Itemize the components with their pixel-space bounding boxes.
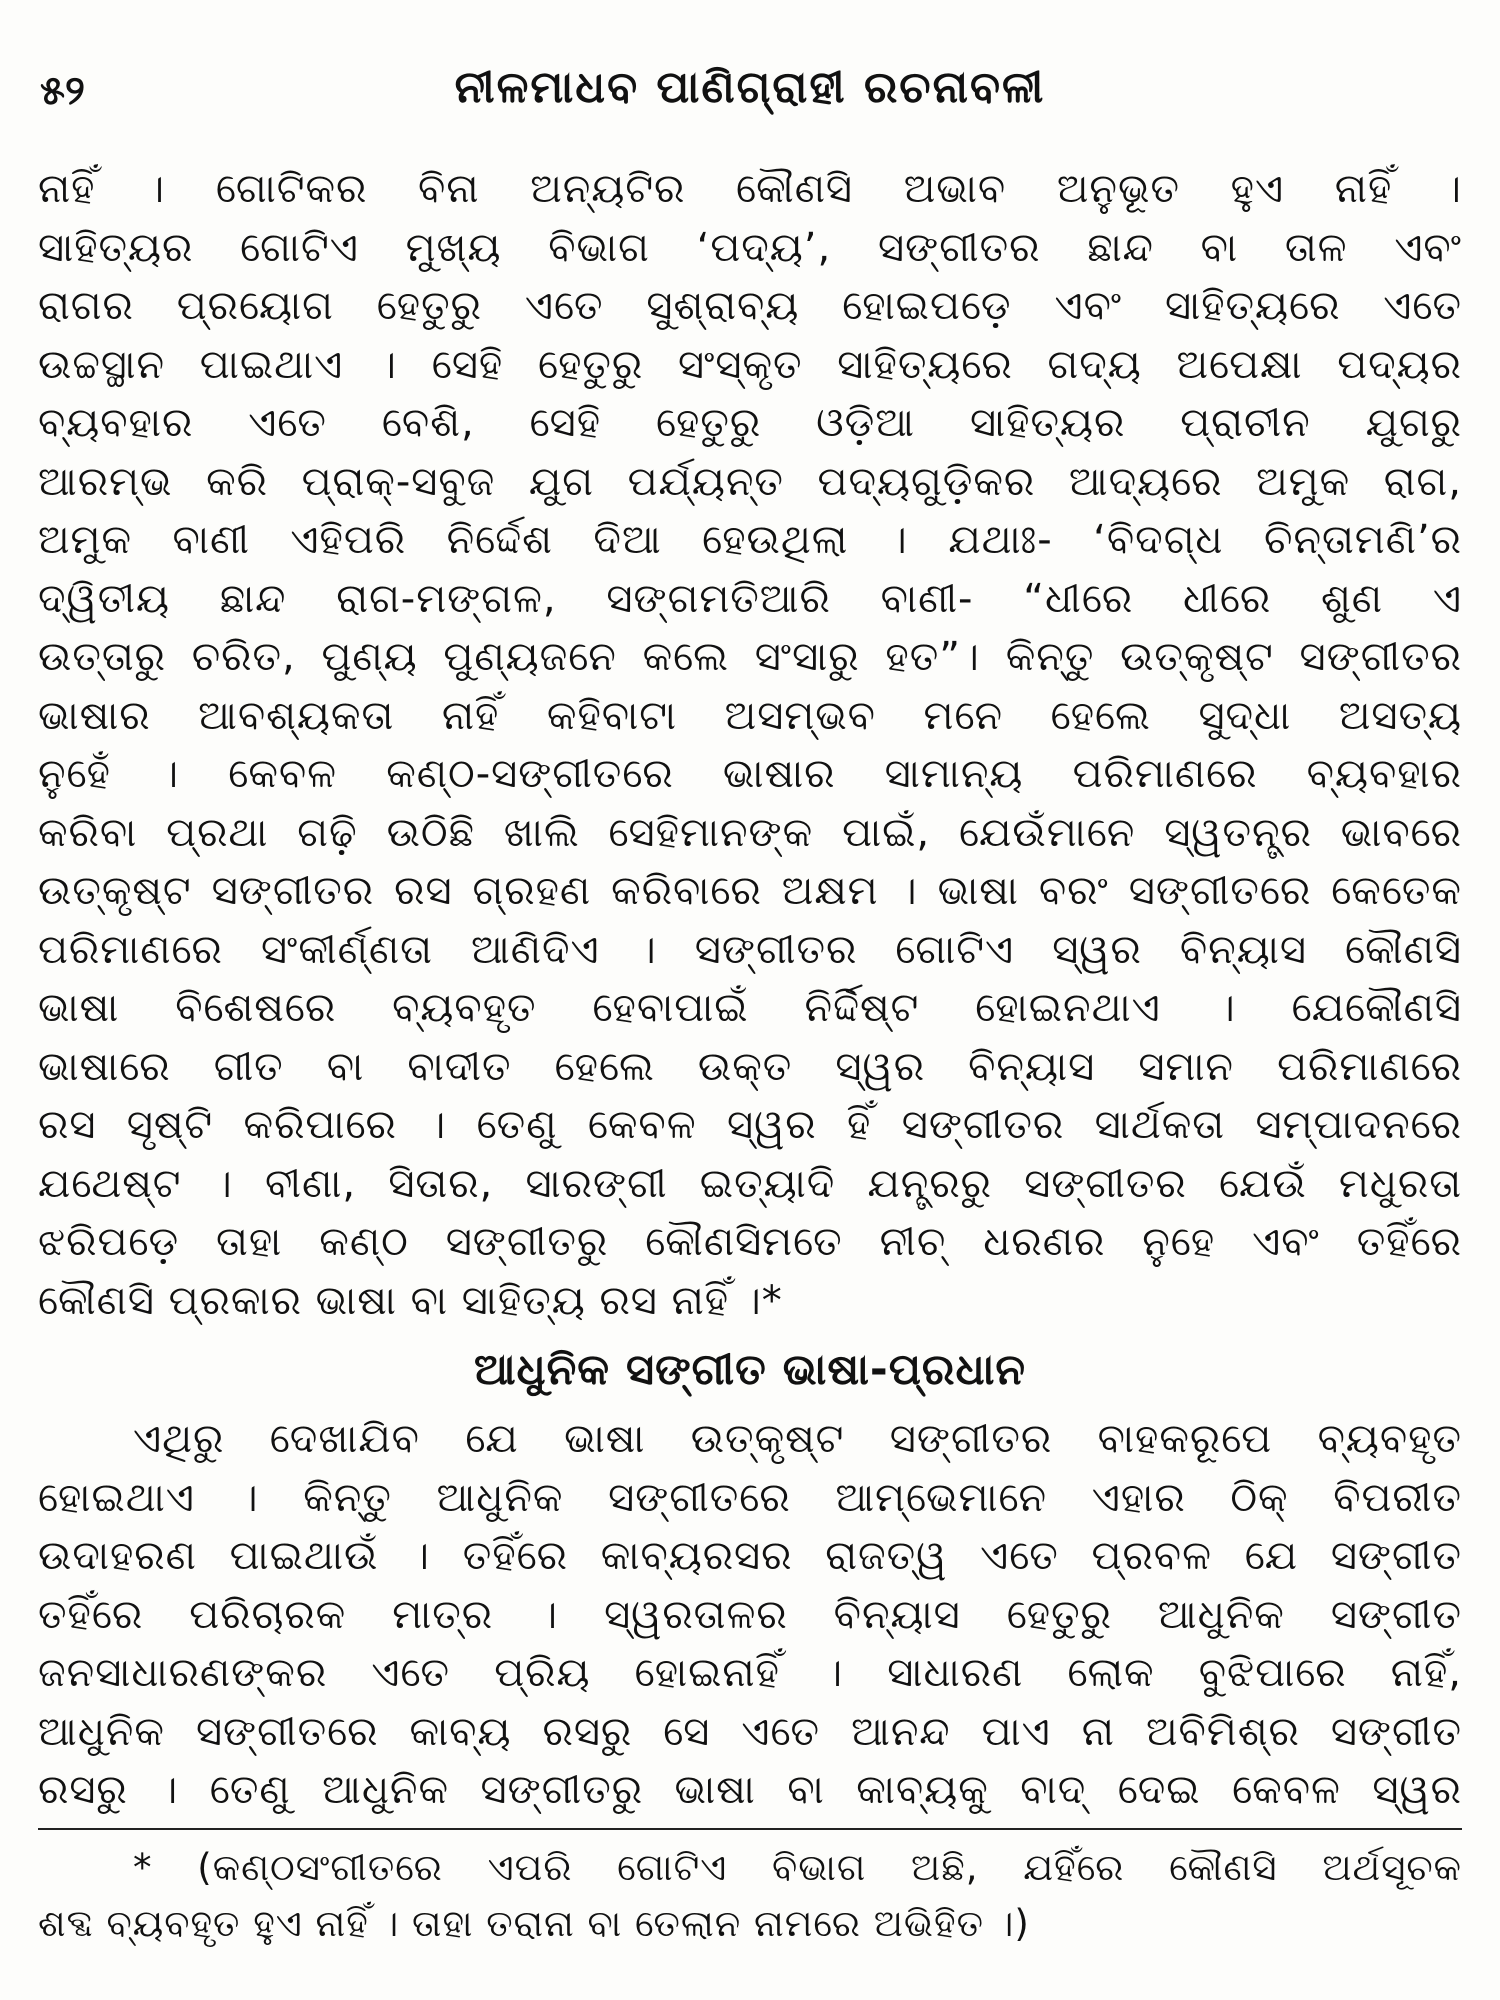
text-line: ଦ୍ୱିତୀୟ ଛାନ୍ଦ ରାଗ-ମଙ୍ଗଳ, ସଙ୍ଗମତିଆରି ବାଣୀ- “ଧୀରେ ଧୀରେ ଶୁଣ ଏ bbox=[38, 575, 1462, 622]
footnote-line: ଶବ୍ଦ ବ୍ୟବହୃତ ହୁଏ ନାହିଁ । ତାହା ତରାନା ବା ତେଲାନ ନାମରେ ଅଭିହିତ ।) bbox=[38, 1902, 1030, 1945]
text-line: ଯଥେଷ୍ଟ । ବୀଣା, ସିତାର, ସାରଙ୍ଗୀ ଇତ୍ୟାଦି ଯନ୍ତ୍ରରୁ ସଙ୍ଗୀତର ଯେଉଁ ମଧୁରତା bbox=[38, 1160, 1462, 1207]
text-line: ସାହିତ୍ୟର ଗୋଟିଏ ମୁଖ୍ୟ ବିଭାଗ ‘ପଦ୍ୟ’, ସଙ୍ଗୀତର ଛାନ୍ଦ ବା ତାଳ ଏବଂ bbox=[38, 224, 1462, 271]
text-line: ଝରିପଡ଼େ ତାହା କଣ୍ଠ ସଙ୍ଗୀତରୁ କୌଣସିମତେ ନୀଚ୍ ଧରଣର ନୁହେ ଏବଂ ତହିଁରେ bbox=[38, 1219, 1462, 1265]
text-line: ତହିଁରେ ପରିଚାରକ ମାତ୍ର । ସ୍ୱରତାଳର ବିନ୍ୟାସ ହେତୁରୁ ଆଧୁନିକ ସଙ୍ଗୀତ bbox=[38, 1591, 1462, 1638]
text-line: ନୁହେଁ । କେବଳ କଣ୍ଠ-ସଙ୍ଗୀତରେ ଭାଷାର ସାମାନ୍ୟ ପରିମାଣରେ ବ୍ୟବହାର bbox=[38, 751, 1462, 797]
page-number: ୫୨ bbox=[40, 68, 85, 114]
footnote-divider bbox=[38, 1828, 1462, 1830]
text-line: ଉଦାହରଣ ପାଇଥାଉଁ । ତହିଁରେ କାବ୍ୟରସର ରାଜତ୍ୱ ଏତେ ପ୍ରବଳ ଯେ ସଙ୍ଗୀତ bbox=[38, 1533, 1462, 1579]
text-line: ରସ ସୃଷ୍ଟି କରିପାରେ । ତେଣୁ କେବଳ ସ୍ୱର ହିଁ ସଙ୍ଗୀତର ସାର୍ଥକତା ସମ୍ପାଦନରେ bbox=[38, 1102, 1462, 1148]
text-line: କୌଣସି ପ୍ରକାର ଭାଷା ବା ସାହିତ୍ୟ ରସ ନାହିଁ ।* bbox=[38, 1277, 783, 1324]
section-heading: ଆଧୁନିକ ସଙ୍ଗୀତ ଭାଷା-ପ୍ରଧାନ bbox=[473, 1345, 1027, 1395]
text-line: ଭାଷାର ଆବଶ୍ୟକତା ନାହିଁ କହିବାଟା ଅସମ୍ଭବ ମନେ ହେଲେ ସୁଦ୍ଧା ଅସତ୍ୟ bbox=[38, 692, 1462, 739]
text-line: ଜନସାଧାରଣଙ୍କର ଏତେ ପ୍ରିୟ ହୋଇନାହିଁ । ସାଧାରଣ ଲୋକ ବୁଝିପାରେ ନାହିଁ, bbox=[38, 1650, 1462, 1696]
running-title: ନୀଳମାଧବ ପାଣିଗ୍ରାହୀ ରଚନାବଳୀ bbox=[454, 62, 1046, 113]
main-text bbox=[38, 160, 1462, 1820]
text-line: ଅମୁକ ବାଣୀ ଏହିପରି ନିର୍ଦ୍ଦେଶ ଦିଆ ହେଉଥିଲା । ଯଥାଃ- ‘ବିଦଗ୍ଧ ଚିନ୍ତାମଣି’ର bbox=[38, 517, 1462, 563]
text-line: ଭାଷାରେ ଗୀତ ବା ବାଦୀତ ହେଲେ ଉକ୍ତ ସ୍ୱର ବିନ୍ୟାସ ସମାନ ପରିମାଣରେ bbox=[38, 1043, 1462, 1090]
text-line: ଆଧୁନିକ ସଙ୍ଗୀତରେ କାବ୍ୟ ରସରୁ ସେ ଏତେ ଆନନ୍ଦ ପାଏ ନା ଅବିମିଶ୍ର ସଙ୍ଗୀତ bbox=[38, 1708, 1462, 1755]
text-line: ଉତ୍କୃଷ୍ଟ ସଙ୍ଗୀତର ରସ ଗ୍ରହଣ କରିବାରେ ଅକ୍ଷମ । ଭାଷା ବରଂ ସଙ୍ଗୀତରେ କେତେକ bbox=[38, 868, 1462, 914]
text-line: ନାହିଁ । ଗୋଟିକର ବିନା ଅନ୍ୟଟିର କୌଣସି ଅଭାବ ଅନୁଭୂତ ହୁଏ ନାହିଁ । bbox=[38, 166, 1462, 212]
footnote bbox=[38, 1840, 1462, 1952]
text-line: ଭାଷା ବିଶେଷରେ ବ୍ୟବହୃତ ହେବାପାଇଁ ନିର୍ଦ୍ଦିଷ୍ଟ ହୋଇନଥାଏ । ଯେକୌଣସି bbox=[38, 985, 1462, 1031]
text-line: ହୋଇଥାଏ । କିନ୍ତୁ ଆଧୁନିକ ସଙ୍ଗୀତରେ ଆମ୍ଭେମାନେ ଏହାର ଠିକ୍ ବିପରୀତ bbox=[38, 1474, 1462, 1521]
text-line: ଉତ୍ତାରୁ ଚରିତ, ପୁଣ୍ୟ ପୁଣ୍ୟଜନେ କଲେ ସଂସାରୁ ହତ”। କିନ୍ତୁ ଉତ୍କୃଷ୍ଟ ସଙ୍ଗୀତର bbox=[38, 634, 1462, 680]
text-line: ଏଥିରୁ ଦେଖାଯିବ ଯେ ଭାଷା ଉତ୍କୃଷ୍ଟ ସଙ୍ଗୀତର ବାହକରୂପେ ବ୍ୟବହୃତ bbox=[133, 1416, 1462, 1462]
text-line: ଆରମ୍ଭ କରି ପ୍ରାକ୍‌-ସବୁଜ ଯୁଗ ପର୍ଯ୍ୟନ୍ତ ପଦ୍ୟଗୁଡ଼ିକର ଆଦ୍ୟରେ ଅମୁକ ରାଗ, bbox=[38, 458, 1462, 505]
text-line: କରିବା ପ୍ରଥା ଗଢ଼ି ଉଠିଛି ଖାଲି ସେହିମାନଙ୍କ ପାଇଁ, ଯେଉଁମାନେ ସ୍ୱତନ୍ତ୍ର ଭାବରେ bbox=[38, 809, 1462, 856]
text-line: ବ୍ୟବହାର ଏତେ ବେଶି, ସେହି ହେତୁରୁ ଓଡ଼ିଆ ସାହିତ୍ୟର ପ୍ରାଚୀନ ଯୁଗରୁ bbox=[38, 400, 1462, 446]
text-line: ପରିମାଣରେ ସଂକୀର୍ଣ୍ଣତା ଆଣିଦିଏ । ସଙ୍ଗୀତର ଗୋଟିଏ ସ୍ୱର ବିନ୍ୟାସ କୌଣସି bbox=[38, 926, 1462, 973]
text-line: ରାଗର ପ୍ରୟୋଗ ହେତୁରୁ ଏତେ ସୁଶ୍ରାବ୍ୟ ହୋଇପଡ଼େ ଏବଂ ସାହିତ୍ୟରେ ଏତେ bbox=[38, 283, 1462, 329]
page-header bbox=[40, 62, 1460, 132]
text-line: ରସରୁ । ତେଣୁ ଆଧୁନିକ ସଙ୍ଗୀତରୁ ଭାଷା ବା କାବ୍ୟକୁ ବାଦ୍ ଦେଇ କେବଳ ସ୍ୱର bbox=[38, 1767, 1462, 1813]
footnote-line: * (କଣ୍ଠସଂଗୀତରେ ଏପରି ଗୋଟିଏ ବିଭାଗ ଅଛି, ଯହିଁରେ କୌଣସି ଅର୍ଥସୂଚକ bbox=[133, 1846, 1462, 1889]
text-line: ଉଚ୍ଚସ୍ଥାନ ପାଇଥାଏ । ସେହି ହେତୁରୁ ସଂସ୍କୃତ ସାହିତ୍ୟରେ ଗଦ୍ୟ ଅପେକ୍ଷା ପଦ୍ୟର bbox=[38, 341, 1462, 388]
